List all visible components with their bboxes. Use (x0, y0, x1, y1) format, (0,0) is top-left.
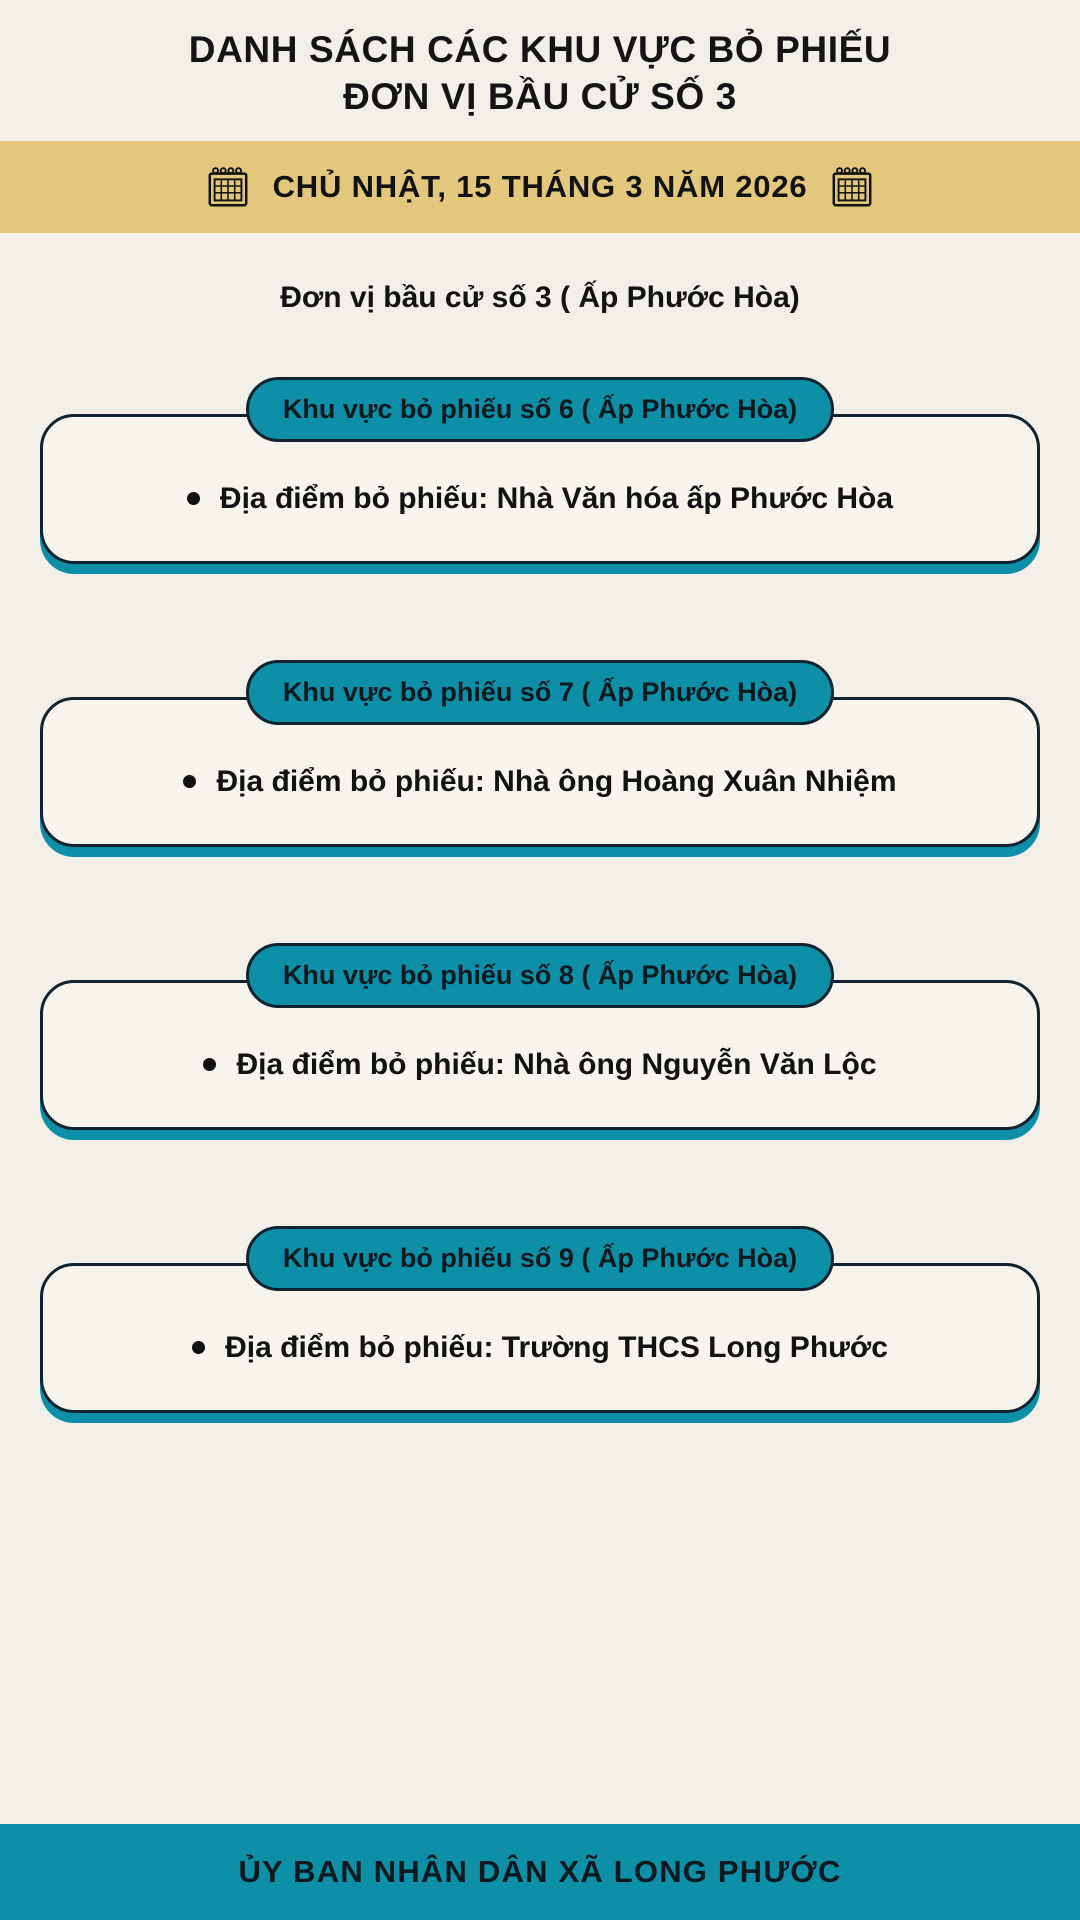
bullet-icon (187, 492, 200, 505)
election-date-text: CHỦ NHẬT, 15 THÁNG 3 NĂM 2026 (272, 168, 808, 204)
page-title-line-1: DANH SÁCH CÁC KHU VỰC BỎ PHIẾU (188, 29, 892, 70)
polling-station-card (40, 943, 1040, 1130)
polling-station-header (246, 943, 834, 1008)
bullet-icon (203, 1058, 216, 1071)
date-band (0, 141, 1080, 233)
polling-station-header (246, 377, 834, 442)
page-header (0, 0, 1080, 141)
polling-station-card (40, 660, 1040, 847)
polling-station-list (0, 315, 1080, 1413)
calendar-icon-right (829, 164, 875, 210)
bullet-icon (192, 1341, 205, 1354)
polling-station-header (246, 1226, 834, 1291)
polling-location-text: Địa điểm bỏ phiếu: Nhà Văn hóa ấp Phước Hòa (219, 482, 894, 516)
list-item (83, 1045, 997, 1084)
polling-station-card (40, 1226, 1040, 1413)
polling-station-title: Khu vực bỏ phiếu số 9 ( Ấp Phước Hòa) (282, 1242, 798, 1273)
bullet-icon (183, 775, 196, 788)
calendar-icon-left (205, 164, 251, 210)
constituency-subtitle: Đơn vị bầu cử số 3 ( Ấp Phước Hòa) (280, 280, 800, 314)
page-title (40, 26, 1040, 121)
page-title-line-2: ĐƠN VỊ BẦU CỬ SỐ 3 (343, 76, 737, 118)
polling-station-header (246, 660, 834, 725)
footer-band (0, 1824, 1080, 1920)
polling-station-title: Khu vực bỏ phiếu số 7 ( Ấp Phước Hòa) (282, 676, 798, 707)
list-item (83, 1328, 997, 1367)
list-item (83, 762, 997, 801)
polling-station-title: Khu vực bỏ phiếu số 8 ( Ấp Phước Hòa) (282, 959, 798, 990)
polling-location-text: Địa điểm bỏ phiếu: Nhà ông Nguyễn Văn Lộc (236, 1048, 877, 1082)
polling-station-card (40, 377, 1040, 564)
polling-location-text: Địa điểm bỏ phiếu: Trường THCS Long Phước (225, 1331, 888, 1365)
footer-authority-text: ỦY BAN NHÂN DÂN XÃ LONG PHƯỚC (238, 1854, 842, 1889)
list-item (83, 479, 997, 518)
polling-location-text: Địa điểm bỏ phiếu: Nhà ông Hoàng Xuân Nhiệm (216, 765, 897, 799)
polling-station-title: Khu vực bỏ phiếu số 6 ( Ấp Phước Hòa) (282, 393, 798, 424)
